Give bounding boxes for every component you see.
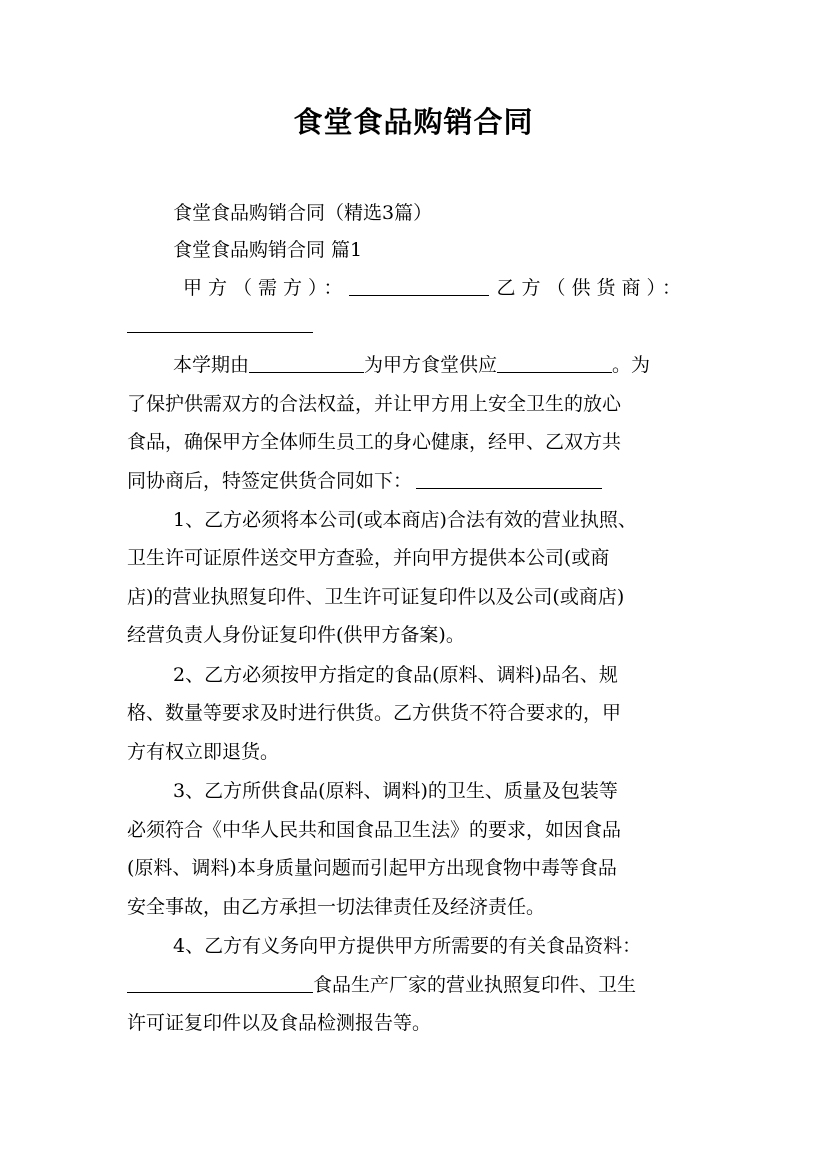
clause-1-line-4: 经营负责人身份证复印件(供甲方备案)。 [127,624,465,646]
party-b-blank[interactable] [127,310,313,333]
clause-4-line-1: 4、乙方有义务向甲方提供甲方所需要的有关食品资料： [173,935,642,957]
subtitle-line: 食堂食品购销合同（精选3篇） [173,202,433,224]
clause-3-line-4: 安全事故，由乙方承担一切法律责任及经济责任。 [127,896,546,918]
intro-text-c: 。为 [612,354,651,376]
section-heading: 食堂食品购销合同 篇1 [173,239,363,261]
clause-1-line-2: 卫生许可证原件送交甲方查验，并向甲方提供本公司(或商 [127,547,610,569]
intro-line-3: 食品，确保甲方全体师生员工的身心健康，经甲、乙双方共 [127,431,622,453]
materials-blank[interactable] [127,970,313,993]
party-a-label: 甲方（需方）： [183,277,349,299]
clause-3-line-2: 必须符合《中华人民共和国食品卫生法》的要求，如因食品 [127,819,622,841]
contract-blank[interactable] [416,466,602,489]
document-title: 食堂食品购销合同 [293,105,534,139]
intro-line-4 [127,463,602,499]
clause-4-text: 食品生产厂家的营业执照复印件、卫生 [313,974,637,996]
intro-line-1 [173,347,650,383]
clause-3-line-3: (原料、调料)本身质量问题而引起甲方出现食物中毒等食品 [127,857,617,879]
supply-item-blank[interactable] [497,350,612,373]
clause-4-line-3: 许可证复印件以及食品检测报告等。 [127,1012,432,1034]
party-b-label: 乙方（供货商）： [496,277,688,299]
clause-4-line-2 [127,967,636,1003]
clause-2-line-3: 方有权立即退货。 [127,741,280,763]
party-line [183,270,687,306]
party-b-line [127,307,313,343]
party-a-blank[interactable] [349,273,489,296]
clause-1-line-3: 店)的营业执照复印件、卫生许可证复印件以及公司(或商店) [127,586,625,608]
semester-supplier-blank[interactable] [249,350,364,373]
clause-1-line-1: 1、乙方必须将本公司(或本商店)合法有效的营业执照、 [173,509,637,531]
intro-line-2: 了保护供需双方的合法权益，并让甲方用上安全卫生的放心 [127,393,622,415]
clause-3-line-1: 3、乙方所供食品(原料、调料)的卫生、质量及包装等 [173,780,618,802]
intro-text-d: 同协商后，特签定供货合同如下： [127,470,413,492]
clause-2-line-2: 格、数量等要求及时进行供货。乙方供货不符合要求的，甲 [127,702,622,724]
intro-text-b: 为甲方食堂供应 [364,354,498,376]
clause-2-line-1: 2、乙方必须按甲方指定的食品(原料、调料)品名、规 [173,664,618,686]
intro-text-a: 本学期由 [173,354,250,376]
